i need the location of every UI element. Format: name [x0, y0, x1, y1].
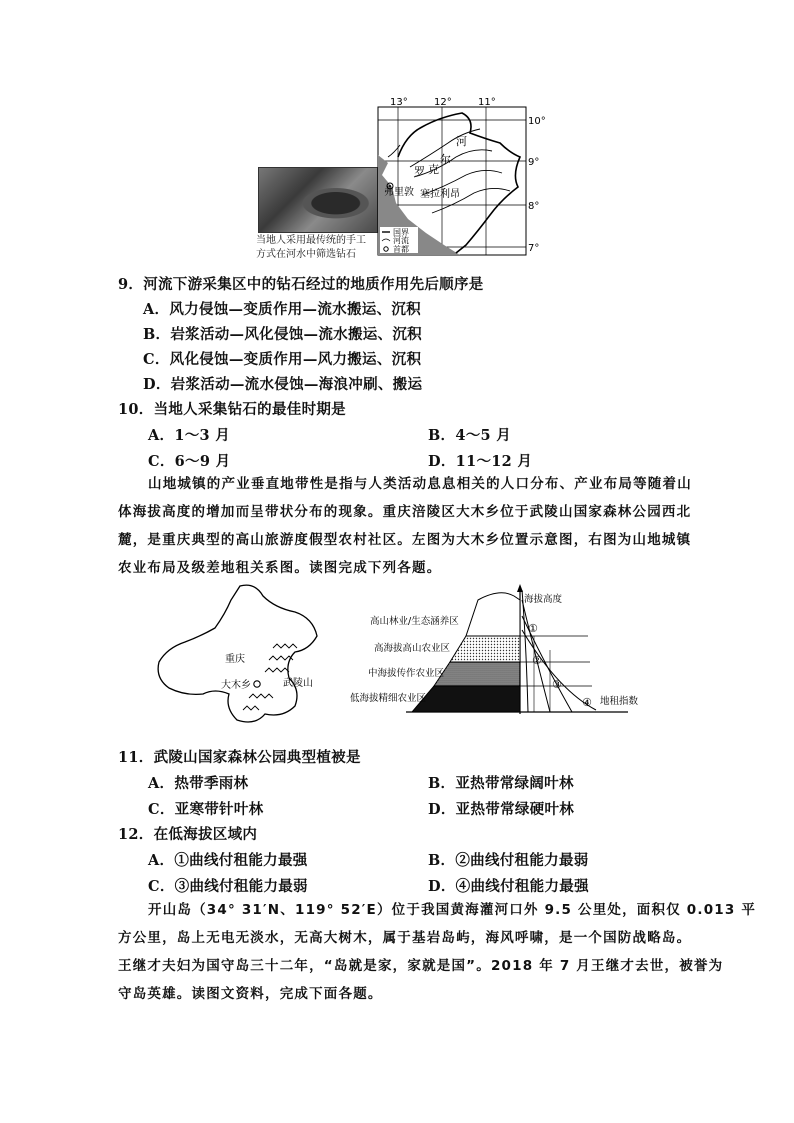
- curve-mark-2: ②: [532, 654, 542, 667]
- lon-label-11: 11°: [478, 97, 496, 108]
- svg-text:国界: 国界: [393, 228, 409, 237]
- lat-label-10: 10°: [528, 116, 546, 127]
- q10-option-c[interactable]: C．6～9 月: [148, 453, 231, 470]
- passage1-line1: 山地城镇的产业垂直地带性是指与人类活动息息相关的人口分布、产业布局等随着山: [148, 476, 692, 492]
- y-axis-label: 海拔高度: [524, 594, 563, 605]
- passage1-line2: 体海拔高度的增加而呈带状分布的现象。重庆涪陵区大木乡位于武陵山国家森林公园西北: [118, 504, 692, 520]
- q9-option-d[interactable]: D．岩浆活动—流水侵蚀—海浪冲刷、搬运: [143, 376, 423, 393]
- zone-label-3: 中海拔传作农业区: [368, 668, 445, 679]
- chongqing-label: 重庆: [225, 654, 245, 665]
- passage1-line3: 麓，是重庆典型的高山旅游度假型农村社区。左图为大木乡位置示意图，右图为山地城镇: [118, 532, 692, 548]
- curve-mark-3: ③: [552, 678, 562, 691]
- passage2-line2: 方公里，岛上无电无淡水，无高大树木，属于基岩岛屿，海风呼啸，是一个国防战略岛。: [118, 930, 692, 946]
- q11-option-d[interactable]: D．亚热带常绿硬叶林: [428, 801, 575, 818]
- curve-1: [522, 590, 528, 712]
- passage1-line4: 农业布局及级差地租关系图。读图完成下列各题。: [118, 560, 442, 576]
- lon-label-12: 12°: [434, 97, 452, 108]
- svg-text:河流: 河流: [393, 236, 409, 245]
- lat-label-7: 7°: [528, 243, 540, 254]
- chongqing-map: [145, 578, 330, 738]
- q12-stem: 12．在低海拔区域内: [118, 826, 258, 843]
- lon-label-13: 13°: [390, 97, 408, 108]
- zone-label-2: 高海拔高山农业区: [374, 643, 451, 654]
- q11-option-b[interactable]: B．亚热带常绿阔叶林: [428, 775, 574, 792]
- q9-stem: 9．河流下游采集区中的钻石经过的地质作用先后顺序是: [118, 276, 484, 293]
- band-mid-agri: [434, 662, 520, 686]
- q9-option-b[interactable]: B．岩浆活动—风化侵蚀—流水搬运、沉积: [143, 326, 422, 343]
- q10-option-a[interactable]: A．1～3 月: [148, 427, 231, 444]
- q11-option-a[interactable]: A．热带季雨林: [148, 775, 249, 792]
- q12-option-c[interactable]: C．③曲线付租能力最弱: [148, 878, 308, 895]
- river-char-2: 尔: [440, 153, 451, 166]
- photo-diamond-panning: [258, 167, 378, 233]
- river-char-3: 克: [428, 163, 439, 176]
- wuling-label: 武陵山: [283, 678, 313, 689]
- band-low-agri: [412, 686, 520, 712]
- q10-option-d[interactable]: D．11～12 月: [428, 453, 533, 470]
- zone-label-1: 高山林业/生态涵养区: [370, 616, 459, 627]
- damu-town-label: 大木乡: [221, 680, 251, 691]
- passage2-line3: 王继才夫妇为国守岛三十二年，“岛就是家，家就是国”。2018 年 7 月王继才去世，被誉为: [118, 958, 724, 974]
- passage2-line4: 守岛英雄。读图文资料，完成下面各题。: [118, 986, 383, 1002]
- curve-mark-4: ④: [582, 696, 592, 709]
- q12-option-d[interactable]: D．④曲线付租能力最强: [428, 878, 589, 895]
- passage2-line1: 开山岛（34° 31′N、119° 52′E）位于我国黄海灌河口外 9.5 公里处，面积仅 0.013 平: [148, 902, 757, 918]
- lat-label-8: 8°: [528, 201, 540, 212]
- q12-option-b[interactable]: B．②曲线付租能力最弱: [428, 852, 589, 869]
- q11-stem: 11．武陵山国家森林公园典型植被是: [118, 749, 361, 766]
- capital-label: 弗里敦: [384, 187, 414, 198]
- rent-altitude-chart: [328, 580, 658, 715]
- river-char-1: 河: [456, 135, 467, 148]
- photo-caption: 当地人采用最传统的手工 方式在河水中筛选钻石: [256, 235, 366, 260]
- sierra-leone-map: [370, 95, 550, 265]
- band-high-agri: [450, 636, 520, 662]
- q9-option-a[interactable]: A．风力侵蚀—变质作用—流水搬运、沉积: [143, 301, 421, 318]
- country-label: 塞拉利昂: [420, 189, 460, 200]
- q12-option-a[interactable]: A．①曲线付租能力最强: [148, 852, 308, 869]
- zone-label-4: 低海拔精细农业区: [350, 693, 427, 704]
- svg-text:首都: 首都: [393, 245, 409, 254]
- curve-mark-1: ①: [528, 622, 538, 635]
- q9-option-c[interactable]: C．风化侵蚀—变质作用—风力搬运、沉积: [143, 351, 422, 368]
- q10-stem: 10．当地人采集钻石的最佳时期是: [118, 401, 346, 418]
- lat-label-9: 9°: [528, 157, 540, 168]
- map-legend: [380, 227, 418, 254]
- q10-option-b[interactable]: B．4～5 月: [428, 427, 512, 444]
- band-high-forest: [466, 593, 520, 636]
- x-axis-label: 地租指数: [600, 696, 639, 707]
- q11-option-c[interactable]: C．亚寒带针叶林: [148, 801, 264, 818]
- damu-town-marker: [254, 681, 260, 687]
- river-char-4: 罗: [414, 165, 425, 178]
